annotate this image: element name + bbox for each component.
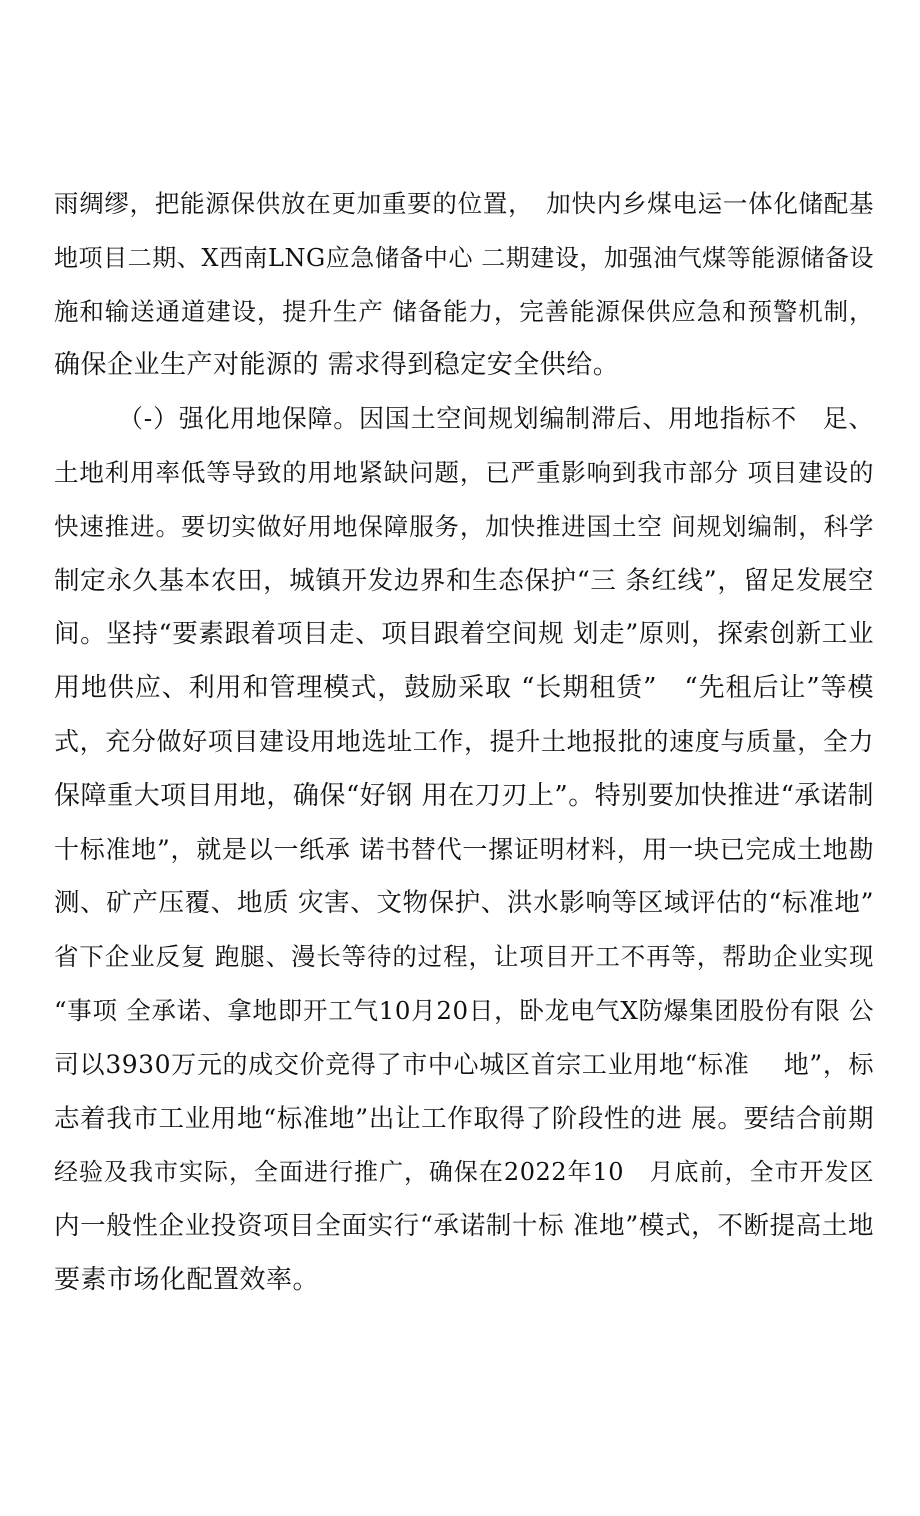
text-line: 内一般性企业投资项目全面实行“承诺制十标 准地”模式，不断提高土地 [54,1211,874,1242]
body-text [54,184,874,1314]
text-line: 确保企业生产对能源的 需求得到稳定安全供给。 [54,350,620,381]
text-line: 施和输送通道建设，提升生产 储备能力，完善能源保供应急和预警机制， [54,296,874,326]
text-line: 土地利用率低等导致的用地紧缺问题，已严重影响到我市部分 项目建设的 [54,457,874,487]
text-line: 式，充分做好项目建设用地选址工作，提升土地报批的速度与质量，全力 [54,726,874,756]
text-line: 间。坚持“要素跟着项目走、项目跟着空间规 划走”原则，探索创新工业 [54,619,874,650]
text-line: 司以3930万元的成交价竞得了市中心城区首宗工业用地“标准 地”，标 [54,1049,874,1079]
text-line: “事项 全承诺、拿地即开工气10月20日，卧龙电气X防爆集团股份有限 公 [54,995,874,1025]
text-line: 测、矿产压覆、地质 灾害、文物保护、洪水影响等区域评估的“标准地” [54,888,874,919]
text-line: 志着我市工业用地“标准地”出让工作取得了阶段性的进 展。要结合前期 [54,1103,874,1134]
section-heading-line: （-）强化用地保障。因国土空间规划编制滞后、用地指标不 足、 [118,404,874,434]
text-line: 要素市场化配置效率。 [54,1264,320,1295]
text-line: 雨绸缪，把能源保供放在更加重要的位置， 加快内乡煤电运一体化储配基 [54,189,874,218]
text-line: 快速推进。要切实做好用地保障服务，加快推进国土空 间规划编制，科学 [54,511,874,541]
text-line: 十标准地”，就是以一纸承 诺书替代一摞证明材料，用一块已完成土地勘 [54,834,874,864]
text-line: 经验及我市实际，全面进行推广，确保在2022年10 月底前，全市开发区 [54,1158,874,1187]
text-line: 用地供应、利用和管理模式，鼓励采取 “长期租赁” “先租后让”等模 [54,673,874,704]
text-line: 地项目二期、X西南LNG应急储备中心 二期建设，加强油气煤等能源储备设 [54,243,874,272]
text-line: 保障重大项目用地，确保“好钢 用在刀刃上”。特别要加快推进“承诺制 [54,780,874,811]
text-line: 制定永久基本农田，城镇开发边界和生态保护“三 条红线”，留足发展空 [54,565,874,596]
text-line: 省下企业反复 跑腿、漫长等待的过程，让项目开工不再等，帮助企业实现 [54,942,874,972]
